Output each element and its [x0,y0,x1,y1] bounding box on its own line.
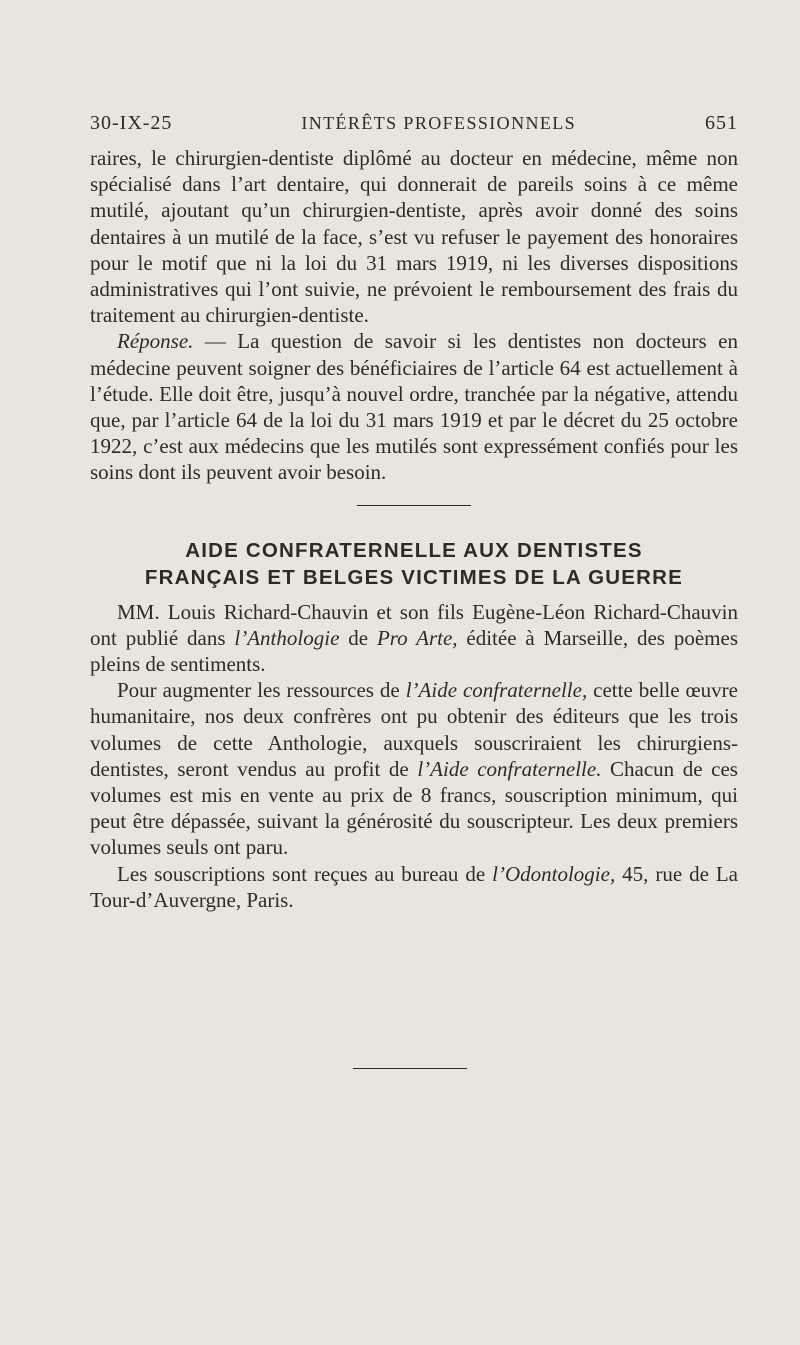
article-paragraph-1 [90,599,738,678]
article-paragraph-2 [90,677,738,860]
reponse-paragraph [90,328,738,485]
header-date: 30-IX-25 [90,112,173,134]
text-run: MM. Louis Richard-Chauvin et son fils Eugène-Léon Richard-Chauvin ont publié dans [90,599,738,650]
section-divider [357,505,471,506]
text-run: Les souscriptions sont reçues au bureau de [117,861,493,886]
text-run: Chacun de ces volumes est mis en vente au prix de 8 francs, souscription minimum, qui peut être dépassée, suivant la générosité du souscripteur. Les deux premiers volumes seuls ont paru. [90,756,738,860]
header-section-title: INTÉRÊTS PROFESSIONNELS [301,113,577,133]
text-run: éditée à Marseille, des poèmes pleins de sentiments. [90,625,738,677]
reponse-text: — La question de savoir si les dentistes non docteurs en médecine peuvent soigner des bénéficiaires de l’article 64 est actuellement à l’étude. Elle doit être, jusqu’à nouvel ordre, tranchée par la négative, attendu que, par l’article 64 de la loi du 31 mars 1919 et par le décret du 25 octobre 1922, c’est aux médecins que les mutilés sont expressément confiés pour les soins dont ils peuvent avoir besoin. [90,329,738,485]
article-heading [90,537,738,591]
text-run: 45, rue de La Tour-d’Auvergne, Paris. [90,861,738,912]
italic-title: l’Anthologie [234,625,340,650]
page-body [90,145,738,913]
article-heading-line2: FRANÇAIS ET BELGES VICTIMES DE LA GUERRE [144,565,684,589]
running-head [90,112,738,135]
reponse-label: Réponse. [117,329,194,354]
italic-title: l’Odontologie, [492,861,616,886]
text-run: de [339,625,377,650]
article-paragraph-3 [90,861,738,913]
text-run: Pour augmenter les ressources de [117,678,406,703]
article-heading-line1: AIDE CONFRATERNELLE AUX DENTISTES [185,538,643,562]
end-divider [353,1068,467,1069]
page-number: 651 [704,112,738,134]
italic-title: l’Aide confraternelle, [405,678,588,703]
italic-title: l’Aide confraternelle. [417,756,602,781]
text-run: cette belle œuvre humanitaire, nos deux confrères ont pu obtenir des éditeurs que les trois volumes de cette Anthologie, auxquels souscriraient les chirurgiens-dentistes, seront vendus au profit de [90,678,738,781]
italic-title: Pro Arte, [376,625,458,650]
paragraph-continued: raires, le chirurgien-dentiste diplômé au docteur en médecine, même non spécialisé dans l’art dentaire, qui donnerait de pareils soins à ce même mutilé, ajoutant qu’un chirurgien-dentiste, après avoir donné des soins dentaires à un mutilé de la face, s’est vu refuser le payement des honoraires pour le motif que ni la loi du 31 mars 1919, ni les diverses dispositions administratives qui l’ont suivie, ne prévoient le remboursement des frais du traitement au chirurgien-dentiste. [90,146,738,328]
